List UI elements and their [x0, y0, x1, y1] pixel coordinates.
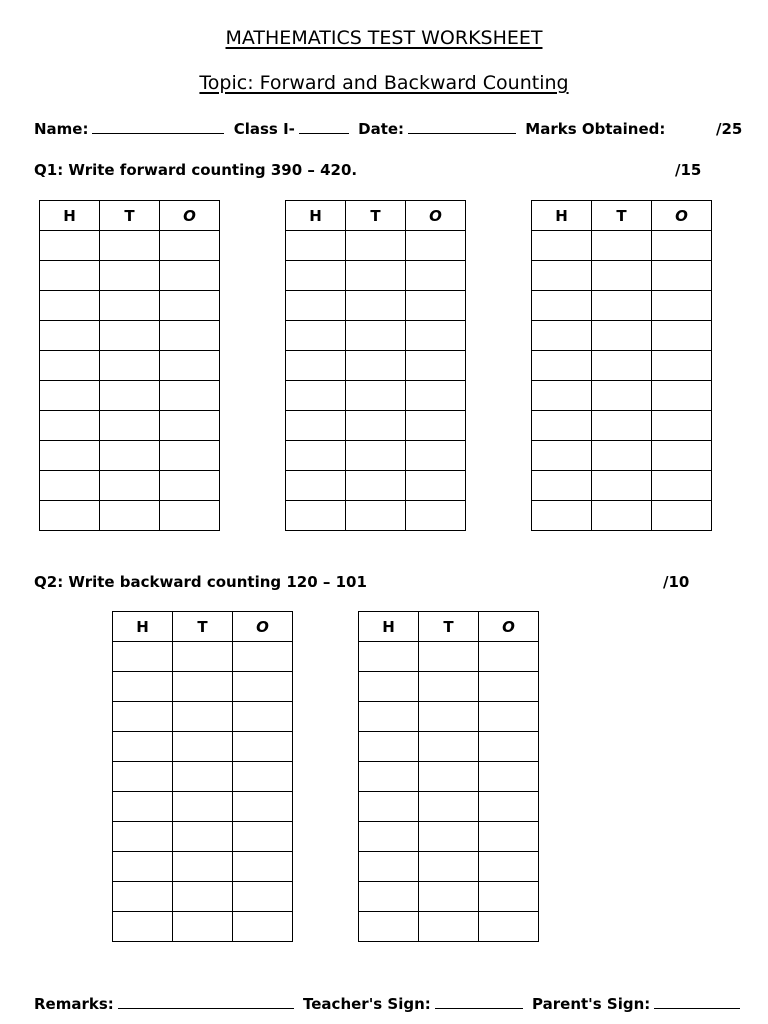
answer-cell-t[interactable] — [100, 321, 160, 351]
table-row — [532, 411, 712, 441]
answer-cell-h[interactable] — [532, 441, 592, 471]
answer-cell-t[interactable] — [419, 912, 479, 942]
answer-cell-h[interactable] — [286, 261, 346, 291]
answer-cell-h[interactable] — [359, 762, 419, 792]
answer-cell-h[interactable] — [359, 672, 419, 702]
answer-cell-o[interactable] — [233, 762, 293, 792]
table-row — [532, 321, 712, 351]
answer-cell-o[interactable] — [652, 501, 712, 531]
table-row — [286, 291, 466, 321]
marks-label: Marks Obtained: — [525, 120, 666, 138]
answer-cell-h[interactable] — [286, 231, 346, 261]
answer-cell-o[interactable] — [160, 291, 220, 321]
table-row — [359, 672, 539, 702]
answer-cell-h[interactable] — [113, 882, 173, 912]
table-row — [286, 441, 466, 471]
answer-cell-t[interactable] — [346, 411, 406, 441]
table-row — [40, 501, 220, 531]
table-row — [286, 471, 466, 501]
answer-cell-t[interactable] — [346, 351, 406, 381]
column-header-h: H — [359, 612, 419, 642]
answer-cell-o[interactable] — [406, 501, 466, 531]
q2-score: /10 — [663, 573, 690, 591]
table-row — [532, 231, 712, 261]
answer-cell-o[interactable] — [233, 642, 293, 672]
answer-cell-t[interactable] — [592, 231, 652, 261]
answer-cell-h[interactable] — [286, 411, 346, 441]
answer-cell-t[interactable] — [419, 822, 479, 852]
answer-cell-t[interactable] — [100, 441, 160, 471]
table-row — [113, 762, 293, 792]
answer-cell-t[interactable] — [173, 852, 233, 882]
table-row — [113, 852, 293, 882]
answer-cell-t[interactable] — [173, 762, 233, 792]
answer-cell-t[interactable] — [346, 501, 406, 531]
answer-cell-o[interactable] — [160, 411, 220, 441]
answer-cell-h[interactable] — [40, 261, 100, 291]
answer-cell-o[interactable] — [406, 231, 466, 261]
answer-cell-h[interactable] — [286, 351, 346, 381]
table-row — [532, 291, 712, 321]
q2-table-2 — [358, 611, 539, 942]
table-row — [286, 501, 466, 531]
answer-cell-t[interactable] — [419, 852, 479, 882]
answer-cell-h[interactable] — [532, 381, 592, 411]
column-header-o: O — [233, 612, 293, 642]
answer-cell-h[interactable] — [113, 912, 173, 942]
answer-cell-o[interactable] — [160, 351, 220, 381]
table-row — [359, 762, 539, 792]
answer-cell-o[interactable] — [406, 351, 466, 381]
column-header-t: T — [173, 612, 233, 642]
answer-cell-t[interactable] — [173, 672, 233, 702]
answer-cell-h[interactable] — [40, 411, 100, 441]
answer-cell-h[interactable] — [113, 642, 173, 672]
answer-cell-h[interactable] — [286, 441, 346, 471]
answer-cell-h[interactable] — [40, 441, 100, 471]
answer-cell-o[interactable] — [160, 321, 220, 351]
answer-cell-t[interactable] — [346, 321, 406, 351]
table-row — [40, 441, 220, 471]
header-row — [40, 201, 220, 231]
answer-cell-t[interactable] — [100, 261, 160, 291]
answer-cell-o[interactable] — [160, 381, 220, 411]
answer-cell-t[interactable] — [592, 321, 652, 351]
q1-score: /15 — [675, 161, 702, 179]
class-blank[interactable] — [299, 120, 349, 134]
answer-cell-h[interactable] — [40, 291, 100, 321]
answer-cell-o[interactable] — [406, 321, 466, 351]
answer-cell-o[interactable] — [233, 792, 293, 822]
answer-cell-o[interactable] — [479, 702, 539, 732]
marks-total: /25 — [716, 120, 743, 138]
footer-line — [34, 995, 744, 1013]
table-row — [113, 642, 293, 672]
column-header-o: O — [652, 201, 712, 231]
table-row — [532, 441, 712, 471]
answer-cell-h[interactable] — [40, 321, 100, 351]
header-row — [113, 612, 293, 642]
student-info-line — [34, 120, 665, 138]
remarks-blank[interactable] — [118, 995, 294, 1009]
table-row — [40, 321, 220, 351]
answer-cell-t[interactable] — [100, 501, 160, 531]
answer-cell-h[interactable] — [113, 672, 173, 702]
table-row — [113, 822, 293, 852]
answer-cell-o[interactable] — [479, 762, 539, 792]
q1-table-1 — [39, 200, 220, 531]
table-row — [286, 231, 466, 261]
answer-cell-t[interactable] — [173, 792, 233, 822]
table-row — [286, 411, 466, 441]
answer-cell-h[interactable] — [359, 822, 419, 852]
answer-cell-t[interactable] — [419, 792, 479, 822]
answer-cell-o[interactable] — [479, 792, 539, 822]
answer-cell-t[interactable] — [419, 732, 479, 762]
answer-cell-t[interactable] — [173, 642, 233, 672]
table-row — [113, 882, 293, 912]
answer-cell-t[interactable] — [419, 642, 479, 672]
table-row — [40, 291, 220, 321]
answer-cell-h[interactable] — [532, 291, 592, 321]
answer-cell-o[interactable] — [160, 261, 220, 291]
answer-cell-h[interactable] — [113, 822, 173, 852]
answer-cell-o[interactable] — [652, 291, 712, 321]
answer-cell-t[interactable] — [173, 732, 233, 762]
answer-cell-o[interactable] — [406, 471, 466, 501]
q2-question: Q2: Write backward counting 120 – 101 — [34, 573, 367, 591]
table-row — [532, 351, 712, 381]
answer-cell-t[interactable] — [592, 411, 652, 441]
answer-cell-o[interactable] — [479, 642, 539, 672]
answer-cell-o[interactable] — [479, 732, 539, 762]
table-row — [286, 381, 466, 411]
answer-cell-o[interactable] — [652, 261, 712, 291]
answer-cell-t[interactable] — [592, 351, 652, 381]
table-row — [359, 852, 539, 882]
header-row — [359, 612, 539, 642]
parent-sign-blank[interactable] — [654, 995, 740, 1009]
answer-cell-o[interactable] — [233, 672, 293, 702]
column-header-h: H — [532, 201, 592, 231]
answer-cell-h[interactable] — [286, 291, 346, 321]
answer-cell-t[interactable] — [592, 291, 652, 321]
answer-cell-o[interactable] — [652, 411, 712, 441]
table-row — [40, 261, 220, 291]
column-header-o: O — [406, 201, 466, 231]
answer-cell-h[interactable] — [359, 702, 419, 732]
answer-cell-t[interactable] — [346, 381, 406, 411]
answer-cell-o[interactable] — [652, 441, 712, 471]
answer-cell-o[interactable] — [652, 321, 712, 351]
answer-cell-o[interactable] — [652, 351, 712, 381]
answer-cell-t[interactable] — [100, 381, 160, 411]
answer-cell-o[interactable] — [479, 852, 539, 882]
q1-question: Q1: Write forward counting 390 – 420. — [34, 161, 358, 179]
answer-cell-o[interactable] — [233, 822, 293, 852]
answer-cell-o[interactable] — [233, 912, 293, 942]
answer-cell-t[interactable] — [419, 882, 479, 912]
answer-cell-t[interactable] — [100, 291, 160, 321]
table-row — [532, 501, 712, 531]
column-header-o: O — [479, 612, 539, 642]
table-row — [359, 882, 539, 912]
table-row — [532, 261, 712, 291]
answer-cell-o[interactable] — [406, 441, 466, 471]
table-row — [286, 321, 466, 351]
teacher-sign-blank[interactable] — [435, 995, 523, 1009]
q1-table-2 — [285, 200, 466, 531]
answer-cell-t[interactable] — [592, 381, 652, 411]
answer-cell-h[interactable] — [40, 351, 100, 381]
answer-cell-h[interactable] — [113, 792, 173, 822]
answer-cell-h[interactable] — [40, 471, 100, 501]
table-row — [532, 471, 712, 501]
answer-cell-h[interactable] — [532, 351, 592, 381]
answer-cell-o[interactable] — [233, 852, 293, 882]
class-label: Class I- — [233, 120, 295, 138]
answer-cell-t[interactable] — [346, 441, 406, 471]
table-row — [113, 672, 293, 702]
answer-cell-o[interactable] — [479, 882, 539, 912]
answer-cell-o[interactable] — [233, 702, 293, 732]
teacher-sign-label: Teacher's Sign: — [303, 995, 431, 1013]
worksheet-topic: Topic: Forward and Backward Counting — [199, 72, 569, 94]
date-blank[interactable] — [408, 120, 516, 134]
answer-cell-t[interactable] — [100, 351, 160, 381]
parent-sign-label: Parent's Sign: — [532, 995, 651, 1013]
answer-cell-t[interactable] — [346, 261, 406, 291]
answer-cell-h[interactable] — [359, 732, 419, 762]
answer-cell-t[interactable] — [100, 231, 160, 261]
answer-cell-h[interactable] — [113, 732, 173, 762]
answer-cell-h[interactable] — [359, 792, 419, 822]
column-header-t: T — [419, 612, 479, 642]
answer-cell-t[interactable] — [346, 471, 406, 501]
answer-cell-h[interactable] — [359, 852, 419, 882]
answer-cell-h[interactable] — [532, 231, 592, 261]
table-row — [359, 912, 539, 942]
date-label: Date: — [358, 120, 405, 138]
worksheet-title: MATHEMATICS TEST WORKSHEET — [225, 27, 543, 49]
answer-cell-o[interactable] — [406, 261, 466, 291]
table-row — [359, 792, 539, 822]
answer-cell-h[interactable] — [40, 231, 100, 261]
answer-cell-o[interactable] — [160, 471, 220, 501]
answer-cell-t[interactable] — [419, 702, 479, 732]
column-header-h: H — [40, 201, 100, 231]
answer-cell-h[interactable] — [532, 471, 592, 501]
table-row — [359, 642, 539, 672]
answer-cell-h[interactable] — [286, 501, 346, 531]
answer-cell-o[interactable] — [652, 471, 712, 501]
answer-cell-o[interactable] — [233, 732, 293, 762]
answer-cell-h[interactable] — [113, 702, 173, 732]
answer-cell-t[interactable] — [173, 822, 233, 852]
name-blank[interactable] — [92, 120, 224, 134]
table-row — [40, 351, 220, 381]
column-header-t: T — [100, 201, 160, 231]
answer-cell-t[interactable] — [592, 441, 652, 471]
answer-cell-o[interactable] — [479, 912, 539, 942]
answer-cell-h[interactable] — [113, 762, 173, 792]
answer-cell-t[interactable] — [346, 291, 406, 321]
table-row — [286, 261, 466, 291]
table-row — [113, 732, 293, 762]
answer-cell-h[interactable] — [40, 381, 100, 411]
header-row — [532, 201, 712, 231]
answer-cell-t[interactable] — [173, 882, 233, 912]
q1-table-3 — [531, 200, 712, 531]
answer-cell-t[interactable] — [100, 411, 160, 441]
table-row — [40, 471, 220, 501]
answer-cell-o[interactable] — [233, 882, 293, 912]
table-row — [359, 732, 539, 762]
answer-cell-h[interactable] — [40, 501, 100, 531]
table-row — [40, 231, 220, 261]
column-header-h: H — [286, 201, 346, 231]
answer-cell-o[interactable] — [406, 381, 466, 411]
answer-cell-h[interactable] — [359, 882, 419, 912]
answer-cell-h[interactable] — [532, 261, 592, 291]
answer-cell-t[interactable] — [419, 762, 479, 792]
table-row — [113, 792, 293, 822]
answer-cell-o[interactable] — [406, 411, 466, 441]
table-row — [359, 702, 539, 732]
answer-cell-t[interactable] — [592, 471, 652, 501]
column-header-h: H — [113, 612, 173, 642]
q2-table-1 — [112, 611, 293, 942]
answer-cell-t[interactable] — [173, 702, 233, 732]
column-header-o: O — [160, 201, 220, 231]
answer-cell-o[interactable] — [479, 672, 539, 702]
answer-cell-t[interactable] — [100, 471, 160, 501]
remarks-label: Remarks: — [34, 995, 114, 1013]
column-header-t: T — [346, 201, 406, 231]
table-row — [40, 381, 220, 411]
answer-cell-o[interactable] — [652, 231, 712, 261]
answer-cell-h[interactable] — [286, 381, 346, 411]
answer-cell-o[interactable] — [652, 381, 712, 411]
answer-cell-h[interactable] — [359, 642, 419, 672]
column-header-t: T — [592, 201, 652, 231]
answer-cell-o[interactable] — [160, 231, 220, 261]
table-row — [113, 912, 293, 942]
answer-cell-t[interactable] — [419, 672, 479, 702]
table-row — [113, 702, 293, 732]
answer-cell-h[interactable] — [532, 411, 592, 441]
answer-cell-h[interactable] — [359, 912, 419, 942]
answer-cell-o[interactable] — [406, 291, 466, 321]
name-label: Name: — [34, 120, 89, 138]
answer-cell-t[interactable] — [592, 261, 652, 291]
answer-cell-t[interactable] — [346, 231, 406, 261]
header-row — [286, 201, 466, 231]
answer-cell-o[interactable] — [160, 501, 220, 531]
table-row — [359, 822, 539, 852]
answer-cell-t[interactable] — [592, 501, 652, 531]
answer-cell-h[interactable] — [532, 321, 592, 351]
answer-cell-o[interactable] — [160, 441, 220, 471]
answer-cell-h[interactable] — [286, 321, 346, 351]
answer-cell-h[interactable] — [113, 852, 173, 882]
table-row — [40, 411, 220, 441]
table-row — [286, 351, 466, 381]
answer-cell-h[interactable] — [286, 471, 346, 501]
answer-cell-h[interactable] — [532, 501, 592, 531]
table-row — [532, 381, 712, 411]
answer-cell-t[interactable] — [173, 912, 233, 942]
answer-cell-o[interactable] — [479, 822, 539, 852]
